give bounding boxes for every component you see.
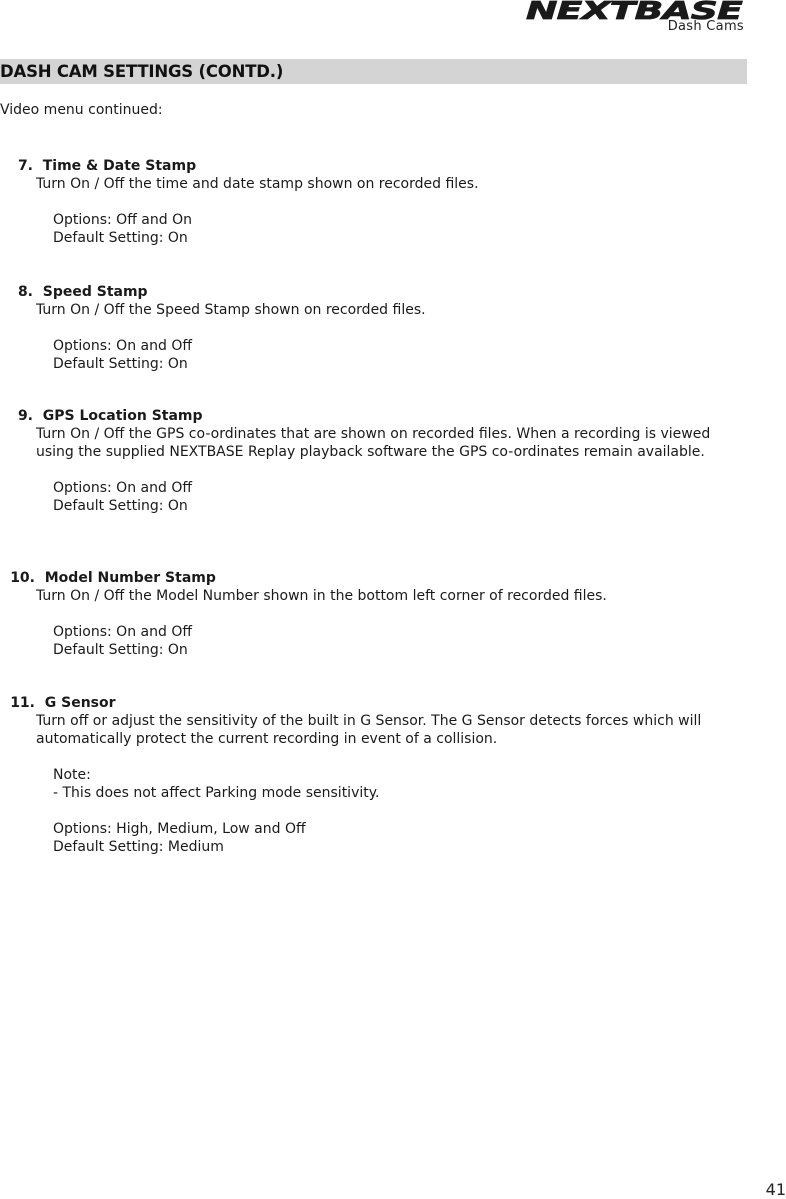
- setting-item-time-date-stamp: [0, 157, 740, 247]
- item-title: Speed Stamp: [42, 284, 148, 300]
- page-number: 41: [765, 1180, 786, 1199]
- item-default: Default Setting: On: [53, 642, 188, 658]
- item-note-text: - This does not affect Parking mode sensitivity.: [53, 785, 380, 801]
- logo-tagline: Dash Cams: [667, 19, 744, 34]
- item-options: Options: On and Off: [53, 338, 192, 354]
- intro-text: Video menu continued:: [0, 102, 163, 118]
- item-title: Model Number Stamp: [44, 570, 216, 586]
- item-default: Default Setting: On: [53, 498, 188, 514]
- item-heading: [0, 694, 740, 712]
- item-options: Options: On and Off: [53, 624, 192, 640]
- item-heading: [0, 283, 740, 301]
- setting-item-g-sensor: [0, 694, 740, 856]
- item-default: Default Setting: On: [53, 230, 188, 246]
- item-number: 7.: [17, 158, 33, 174]
- item-note-label: Note:: [53, 767, 91, 783]
- item-number: 11.: [10, 695, 35, 711]
- item-number: 8.: [17, 284, 33, 300]
- item-description: Turn off or adjust the sensitivity of the built in G Sensor. The G Sensor detects forces which will automatically protect the current recording in event of a collision.: [36, 713, 702, 747]
- item-title: Time & Date Stamp: [42, 158, 197, 174]
- setting-item-gps-location-stamp: [0, 407, 740, 515]
- item-options: Options: On and Off: [53, 480, 192, 496]
- item-title: G Sensor: [44, 695, 116, 711]
- item-description: Turn On / Off the GPS co-ordinates that are shown on recorded files. When a recording is viewed using the supplied NEXTBASE Replay playback software the GPS co-ordinates remain available.: [36, 426, 711, 460]
- item-title: GPS Location Stamp: [42, 408, 203, 424]
- item-description: Turn On / Off the Model Number shown in the bottom left corner of recorded files.: [36, 588, 607, 604]
- item-options: Options: High, Medium, Low and Off: [53, 821, 306, 837]
- section-title: DASH CAM SETTINGS (CONTD.): [0, 62, 284, 81]
- nextbase-logo: [520, 0, 748, 40]
- item-description: Turn On / Off the time and date stamp shown on recorded files.: [36, 176, 479, 192]
- item-options: Options: Off and On: [53, 212, 192, 228]
- section-header-bar: [0, 59, 747, 84]
- item-number: 9.: [17, 408, 33, 424]
- item-heading: [0, 407, 740, 425]
- item-heading: [0, 157, 740, 175]
- item-heading: [0, 569, 740, 587]
- item-default: Default Setting: Medium: [53, 839, 224, 855]
- svg-text:NEXTBASE: NEXTBASE: [526, 0, 743, 22]
- item-default: Default Setting: On: [53, 356, 188, 372]
- item-description: Turn On / Off the Speed Stamp shown on recorded files.: [36, 302, 426, 318]
- setting-item-model-number-stamp: [0, 569, 740, 659]
- item-number: 10.: [10, 570, 35, 586]
- setting-item-speed-stamp: [0, 283, 740, 373]
